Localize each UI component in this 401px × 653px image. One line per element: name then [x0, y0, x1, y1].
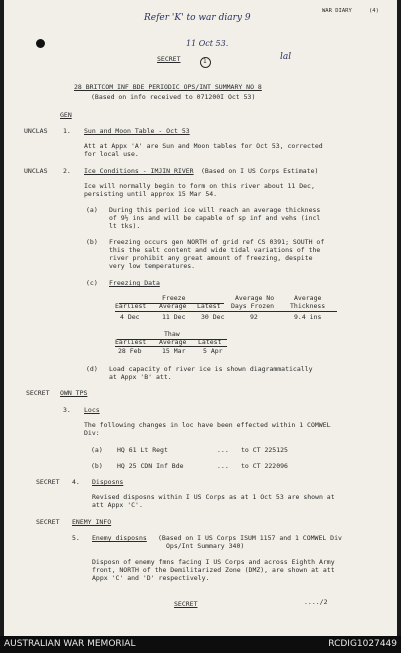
- para-2c-label: (c): [86, 279, 98, 287]
- freeze-group-header: Freeze: [162, 294, 186, 302]
- freeze-header-avg-no: Average No: [235, 294, 275, 302]
- para-2-heading: Ice Conditions - IMJIN RIVER: [84, 167, 194, 175]
- freeze-header-days-frozen: Days Frozen: [231, 302, 275, 310]
- war-diary-stamp: WAR DIARY: [322, 8, 352, 14]
- para-5-line-2: front, NORTH of the Demilitarized Zone (DMZ), are shown at att: [92, 566, 335, 574]
- freeze-header-thickness: Thickness: [290, 302, 326, 310]
- section-own-tps: OWN TPS: [60, 389, 88, 397]
- para-4-heading: Disposns: [92, 478, 124, 486]
- para-2b-line-4: very low temperatures.: [109, 262, 196, 270]
- para-2a-line-1: During this period ice will reach an average thickness: [109, 206, 321, 214]
- classification-bottom: SECRET: [174, 600, 198, 608]
- freeze-cell-days: 92: [250, 313, 258, 321]
- para-2-line-1: Ice will normally begin to form on this river about 11 Dec,: [84, 182, 315, 190]
- thaw-header-average: Average: [159, 338, 187, 346]
- handwritten-initials: lal: [280, 52, 292, 62]
- para-3a-label: (a): [91, 446, 103, 454]
- para-2d-label: (d): [86, 365, 98, 373]
- continued-marker: ..../2: [304, 598, 328, 606]
- document-subtitle: (Based on info received to 071200I Oct 53): [91, 93, 256, 101]
- para-2a-label: (a): [86, 206, 98, 214]
- para-2d-line-2: at Appx 'B' att.: [109, 373, 172, 381]
- para-5-heading-note-2: Ops/Int Summary 340): [166, 542, 245, 550]
- section-gen: GEN: [60, 111, 72, 119]
- classification-secret-1: SECRET: [26, 389, 50, 397]
- classification-secret-2: SECRET: [36, 478, 60, 486]
- para-3b-label: (b): [91, 462, 103, 470]
- para-3b-unit: HQ 25 CDN Inf Bde: [117, 462, 184, 470]
- thaw-cell-latest: 5 Apr: [203, 347, 223, 355]
- freeze-header-earliest: Earliest: [115, 302, 147, 310]
- handwritten-note: Refer 'K' to war diary 9: [144, 13, 251, 23]
- para-5-line-1: Disposn of enemy fmns facing I US Corps and across Eighth Army: [92, 558, 335, 566]
- footer-record-id: RCDIG1027449: [328, 639, 397, 649]
- para-5-number: 5.: [72, 534, 80, 542]
- thaw-header-earliest: Earliest: [115, 338, 147, 346]
- classification-unclas-1: UNCLAS: [24, 127, 48, 135]
- archive-footer: [0, 636, 401, 653]
- thaw-header-latest: Latest: [198, 338, 222, 346]
- para-4-line-2: att Appx 'C'.: [92, 501, 143, 509]
- classification-secret-3: SECRET: [36, 518, 60, 526]
- para-2a-line-2: of 9½ ins and will be capable of sp inf and vehs (incl: [109, 214, 321, 222]
- para-2b-line-3: river prohibit any great amount of freezing, despite: [109, 254, 313, 262]
- para-3-heading: Locs: [84, 406, 100, 414]
- freeze-cell-earliest: 4 Dec: [120, 313, 140, 321]
- para-3a-dots: ...: [217, 446, 229, 454]
- freeze-cell-average: 11 Dec: [162, 313, 186, 321]
- document-title: 28 BRITCOM INF BDE PERIODIC OPS/INT SUMMARY NO 8: [74, 83, 262, 91]
- para-1-number: 1.: [63, 127, 71, 135]
- para-3-line-2: Div:: [84, 429, 100, 437]
- para-3-line-1: The following changes in loc have been effected within 1 COMWEL: [84, 421, 331, 429]
- para-2-heading-note: (Based on I US Corps Estimate): [201, 167, 319, 175]
- classification-top: SECRET: [157, 55, 181, 63]
- punch-hole-top: [36, 39, 45, 48]
- document-page: [4, 0, 397, 636]
- para-2b-line-1: Freezing occurs gen NORTH of grid ref CS 0391; SOUTH of: [109, 238, 325, 246]
- freeze-cell-latest: 30 Dec: [201, 313, 225, 321]
- para-2d-line-1: Load capacity of river ice is shown diagrammatically: [109, 365, 313, 373]
- para-4-line-1: Revised disposns within I US Corps as at 1 Oct 53 are shown at: [92, 493, 335, 501]
- para-2a-line-3: lt tks).: [109, 222, 141, 230]
- para-3b-dots: ...: [217, 462, 229, 470]
- freeze-header-average: Average: [159, 302, 187, 310]
- para-1-line-1: Att at Appx 'A' are Sun and Moon tables for Oct 53, corrected: [84, 142, 323, 150]
- para-5-heading-note: (Based on I US Corps ISUM 1157 and 1 COMWEL Div: [158, 534, 342, 542]
- para-2c-heading: Freezing Data: [109, 279, 160, 287]
- para-2-number: 2.: [63, 167, 71, 175]
- freeze-cell-thickness: 9.4 ins: [294, 313, 322, 321]
- footer-source: AUSTRALIAN WAR MEMORIAL: [4, 639, 136, 649]
- para-5-line-3: Appx 'C' and 'D' respectively.: [92, 574, 210, 582]
- classification-unclas-2: UNCLAS: [24, 167, 48, 175]
- para-2b-label: (b): [86, 238, 98, 246]
- para-1-line-2: for local use.: [84, 150, 139, 158]
- para-3b-location: to CT 222096: [241, 462, 288, 470]
- para-3a-location: to CT 225125: [241, 446, 288, 454]
- para-1-heading: Sun and Moon Table - Oct 53: [84, 127, 190, 135]
- para-2b-line-2: this the salt content and wide tidal variations of the: [109, 246, 321, 254]
- para-5-heading: Enemy disposns: [92, 534, 147, 542]
- war-diary-number: (4): [369, 8, 379, 14]
- page-circle-number: 1: [203, 58, 207, 65]
- freeze-header-rule: [115, 311, 337, 312]
- para-3a-unit: HQ 61 Lt Regt: [117, 446, 168, 454]
- section-enemy-info: ENEMY INFO: [72, 518, 112, 526]
- handwritten-date: 11 Oct 53.: [186, 39, 229, 48]
- freeze-header-latest: Latest: [197, 302, 221, 310]
- para-3-number: 3.: [63, 406, 71, 414]
- thaw-cell-average: 15 Mar: [162, 347, 186, 355]
- thaw-group-header: Thaw: [164, 330, 180, 338]
- thaw-cell-earliest: 28 Feb: [118, 347, 142, 355]
- para-4-number: 4.: [72, 478, 80, 486]
- para-2-line-2: persisting until approx 15 Mar 54.: [84, 190, 218, 198]
- freeze-header-avg: Average: [294, 294, 322, 302]
